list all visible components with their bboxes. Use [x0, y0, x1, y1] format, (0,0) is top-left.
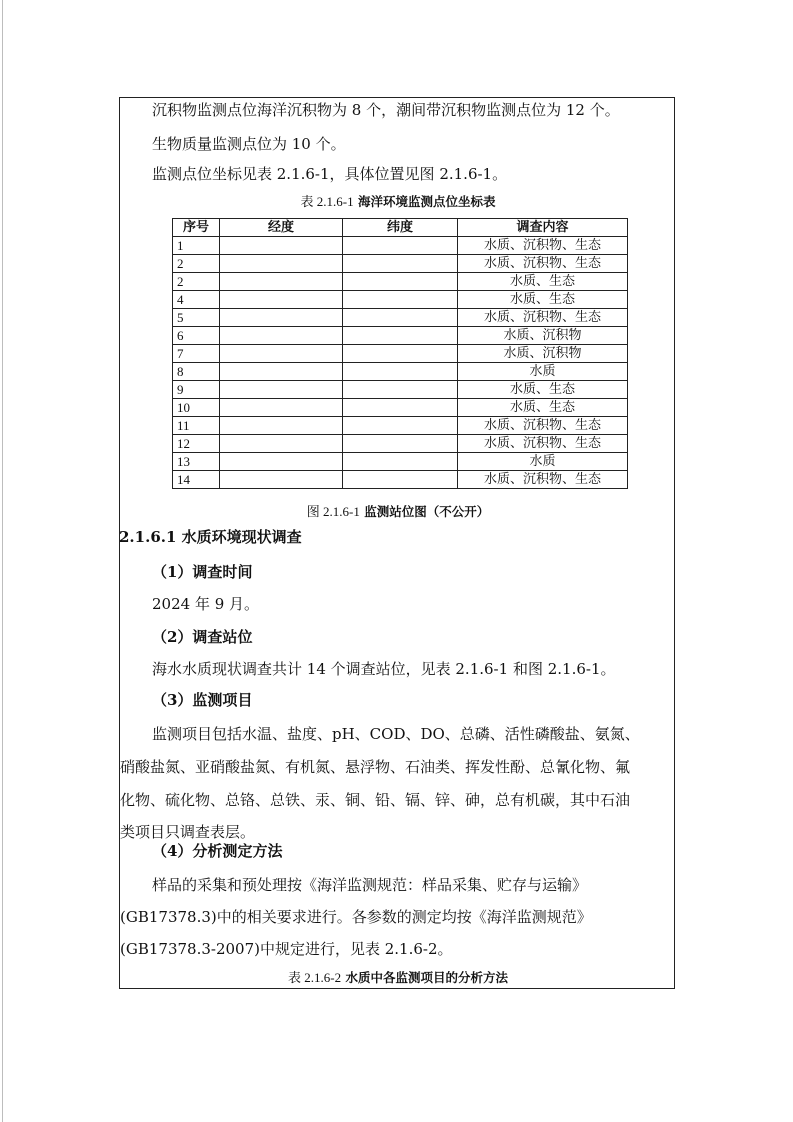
cell-latitude [343, 363, 458, 381]
cell-latitude [343, 309, 458, 327]
sub4-title: （4）分析测定方法 [152, 842, 283, 860]
sub2-text: 海水水质现状调查共计 14 个调查站位，见表 2.1.6-1 和图 2.1.6-1。 [152, 660, 616, 678]
cell-no: 6 [173, 327, 220, 345]
cell-no: 2 [173, 255, 220, 273]
header-content: 调查内容 [458, 219, 628, 237]
cell-no: 12 [173, 435, 220, 453]
table-header-row [173, 219, 628, 237]
cell-longitude [220, 399, 343, 417]
sub3-line-1: 监测项目包括水温、盐度、pH、COD、DO、总磷、活性磷酸盐、氨氮、 [152, 725, 640, 743]
cell-latitude [343, 417, 458, 435]
paragraph-sediment-points: 沉积物监测点位海洋沉积物为 8 个，潮间带沉积物监测点位为 12 个。 [152, 101, 620, 119]
cell-longitude [220, 327, 343, 345]
cell-no: 7 [173, 345, 220, 363]
section-heading [119, 527, 302, 547]
table-row [173, 363, 628, 381]
table2-caption-text: 水质中各监测项目的分析方法 [341, 970, 508, 985]
table-row [173, 381, 628, 399]
table1-caption-number: 表 2.1.6-1 [300, 194, 354, 209]
figure1-caption [120, 501, 676, 520]
sub1-text: 2024 年 9 月。 [152, 595, 260, 613]
cell-content: 水质、沉积物、生态 [458, 237, 628, 255]
table1-caption-text: 海洋环境监测点位坐标表 [353, 194, 496, 209]
cell-latitude [343, 471, 458, 489]
sub4-line-1: 样品的采集和预处理按《海洋监测规范：样品采集、贮存与运输》 [152, 876, 588, 894]
table-row [173, 453, 628, 471]
cell-content: 水质 [458, 363, 628, 381]
cell-longitude [220, 309, 343, 327]
paragraph-bio-points: 生物质量监测点位为 10 个。 [152, 135, 346, 153]
header-longitude: 经度 [220, 219, 343, 237]
cell-latitude [343, 453, 458, 471]
cell-latitude [343, 381, 458, 399]
page-edge [2, 0, 3, 1122]
cell-longitude [220, 291, 343, 309]
table1-caption [120, 191, 676, 210]
cell-longitude [220, 345, 343, 363]
cell-latitude [343, 399, 458, 417]
cell-content: 水质、沉积物 [458, 345, 628, 363]
sub3-line-2: 硝酸盐氮、亚硝酸盐氮、有机氮、悬浮物、石油类、挥发性酚、总氰化物、氟 [120, 758, 631, 776]
paragraph-coords-ref: 监测点位坐标见表 2.1.6-1，具体位置见图 2.1.6-1。 [152, 165, 508, 183]
cell-latitude [343, 273, 458, 291]
table-row [173, 309, 628, 327]
cell-longitude [220, 471, 343, 489]
cell-content: 水质、沉积物、生态 [458, 255, 628, 273]
cell-no: 13 [173, 453, 220, 471]
table-row [173, 273, 628, 291]
cell-longitude [220, 381, 343, 399]
cell-latitude [343, 291, 458, 309]
cell-no: 10 [173, 399, 220, 417]
sub4-line-2: (GB17378.3)中的相关要求进行。各参数的测定均按《海洋监测规范》 [120, 908, 592, 926]
cell-no: 5 [173, 309, 220, 327]
document-frame [119, 97, 675, 989]
cell-content: 水质、沉积物、生态 [458, 471, 628, 489]
cell-no: 11 [173, 417, 220, 435]
table2-caption-number: 表 2.1.6-2 [288, 970, 342, 985]
cell-no: 4 [173, 291, 220, 309]
cell-content: 水质、生态 [458, 399, 628, 417]
cell-longitude [220, 363, 343, 381]
cell-content: 水质、生态 [458, 381, 628, 399]
table2-caption [120, 967, 676, 986]
header-no: 序号 [173, 219, 220, 237]
sub4-line-3: (GB17378.3-2007)中规定进行，见表 2.1.6-2。 [120, 940, 453, 958]
cell-content: 水质、生态 [458, 291, 628, 309]
table-row [173, 345, 628, 363]
cell-no: 2 [173, 273, 220, 291]
table-row [173, 291, 628, 309]
cell-latitude [343, 435, 458, 453]
cell-no: 1 [173, 237, 220, 255]
cell-latitude [343, 327, 458, 345]
table-row [173, 435, 628, 453]
section-heading-text: 水质环境现状调查 [176, 528, 302, 546]
sub3-line-4: 类项目只调查表层。 [120, 823, 256, 841]
sub1-title: （1）调查时间 [152, 563, 253, 581]
section-heading-number: 2.1.6.1 [119, 528, 177, 546]
coordinates-table [172, 218, 628, 489]
sub3-title: （3）监测项目 [152, 691, 253, 709]
cell-content: 水质、沉积物、生态 [458, 417, 628, 435]
cell-no: 9 [173, 381, 220, 399]
cell-longitude [220, 417, 343, 435]
cell-longitude [220, 435, 343, 453]
cell-no: 8 [173, 363, 220, 381]
cell-longitude [220, 237, 343, 255]
cell-latitude [343, 345, 458, 363]
cell-content: 水质、沉积物 [458, 327, 628, 345]
sub2-title: （2）调查站位 [152, 628, 253, 646]
cell-content: 水质、沉积物、生态 [458, 309, 628, 327]
table-row [173, 417, 628, 435]
figure1-caption-text: 监测站位图（不公开） [359, 504, 490, 519]
cell-longitude [220, 255, 343, 273]
cell-content: 水质 [458, 453, 628, 471]
table-row [173, 255, 628, 273]
table-row [173, 399, 628, 417]
figure1-caption-number: 图 2.1.6-1 [306, 504, 360, 519]
cell-latitude [343, 237, 458, 255]
cell-content: 水质、生态 [458, 273, 628, 291]
cell-content: 水质、沉积物、生态 [458, 435, 628, 453]
sub3-line-3: 化物、硫化物、总铬、总铁、汞、铜、铅、镉、锌、砷，总有机碳，其中石油 [120, 791, 631, 809]
cell-latitude [343, 255, 458, 273]
header-latitude: 纬度 [343, 219, 458, 237]
table-row [173, 327, 628, 345]
table-row [173, 471, 628, 489]
cell-longitude [220, 453, 343, 471]
cell-longitude [220, 273, 343, 291]
cell-no: 14 [173, 471, 220, 489]
table-row [173, 237, 628, 255]
